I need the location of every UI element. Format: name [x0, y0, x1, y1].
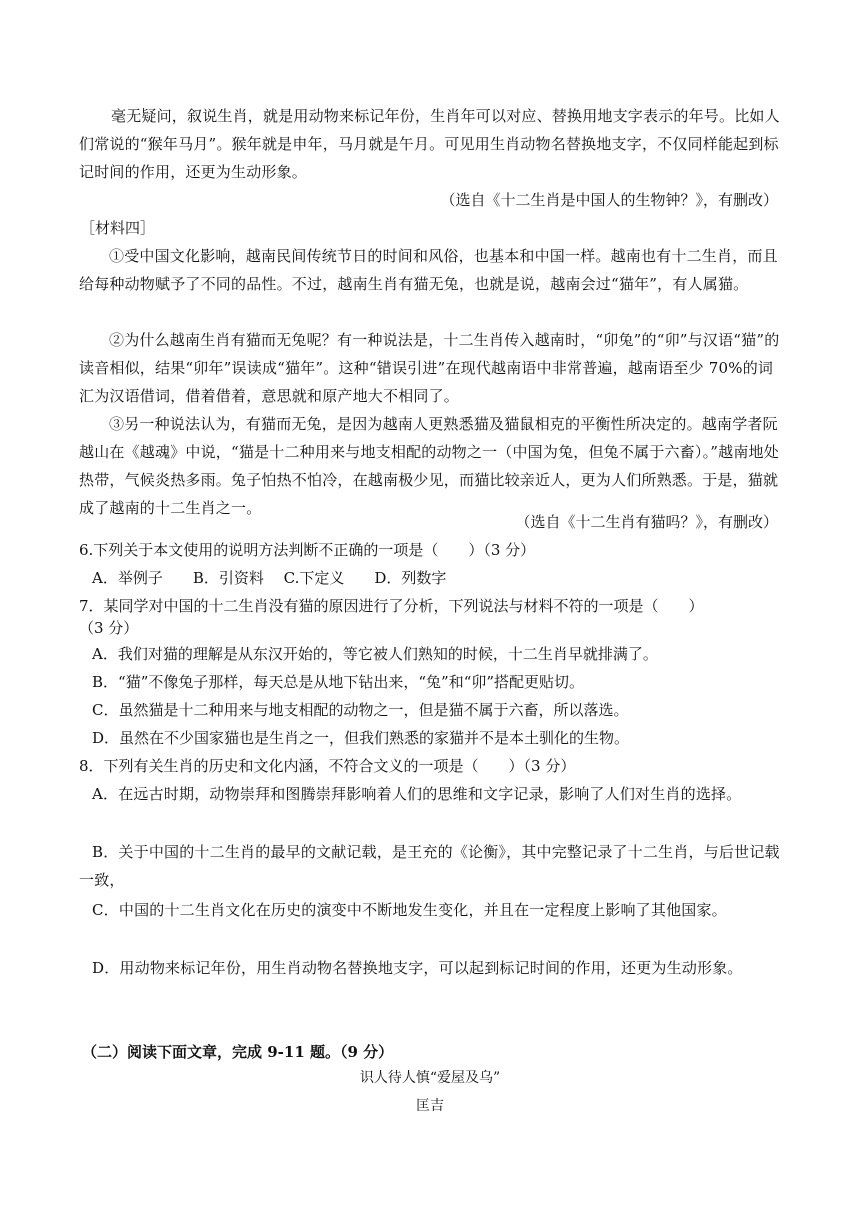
question-6-stem: 6.下列关于本文使用的说明方法判断不正确的一项是（ ）（3 分）	[79, 541, 536, 559]
material4-paragraph-1: ①受中国文化影响，越南民间传统节日的时间和风俗，也基本和中国一样。越南也有十二生肖，而且给每种动物赋予了不同的品性。不过，越南生肖有猫无兔，也就是说，越南会过“猫年”，有人属猫。	[79, 247, 778, 293]
question-7-option-d: D．虽然在不少国家猫也是生肖之一，但我们熟悉的家猫并不是本土驯化的生物。	[92, 729, 630, 747]
question-7-option-c: C．虽然猫是十二种用来与地支相配的动物之一，但是猫不属于六畜，所以落选。	[92, 701, 629, 719]
article-author: 匡吉	[416, 1098, 444, 1114]
question-7-stem: 7．某同学对中国的十二生肖没有猫的原因进行了分析，下列说法与材料不符的一项是（ ）	[79, 597, 704, 615]
question-8-option-a: A．在远古时期，动物崇拜和图腾崇拜影响着人们的思维和文字记录，影响了人们对生肖的选择。	[92, 785, 742, 803]
question-6-options: A．举例子 B．引资料 C.下定义 D．列数字	[92, 569, 447, 587]
question-8-option-d: D．用动物来标记年份，用生肖动物名替换地支字，可以起到标记时间的作用，还更为生动形象。	[92, 959, 743, 977]
question-8-option-b: B．关于中国的十二生肖的最早的文献记载，是王充的《论衡》，其中完整记录了十二生肖，与后世记载一致，	[79, 843, 780, 889]
material4-heading: ［材料四］	[80, 219, 156, 237]
material4-source: （选自《十二生肖有猫吗？》，有删改）	[515, 513, 778, 531]
material4-paragraph-2: ②为什么越南生肖有猫而无兔呢？有一种说法是，十二生肖传入越南时，“卯兔”的“卯”与汉语“猫”的读音相似，结果“卯年”误读成“猫年”。这种“错误引进”在现代越南语中非常普遍，越南语至少 70%的词汇为汉语借词，借着借着，意思就和原产地大不相同了。	[79, 331, 780, 405]
section-2-heading: （二）阅读下面文章，完成 9-11 题。（9 分）	[82, 1043, 394, 1061]
question-7-score: （3 分）	[79, 619, 139, 637]
article-title: 识人待人慎“爱屋及乌”	[359, 1070, 501, 1086]
material3-paragraph: 毫无疑问，叙说生肖，就是用动物来标记年份，生肖年可以对应、替换用地支字表示的年号。比如人们常说的“猴年马月”。猴年就是申年，马月就是午月。可见用生肖动物名替换地支字，不仅同样能起到标记时间的作用，还更为生动形象。	[79, 107, 780, 181]
question-7-option-b: B．“猫”不像兔子那样，每天总是从地下钻出来，“兔”和“卯”搭配更贴切。	[92, 673, 585, 691]
material4-paragraph-3: ③另一种说法认为，有猫而无兔，是因为越南人更熟悉猫及猫鼠相克的平衡性所决定的。越南学者阮越山在《越魂》中说，“猫是十二种用来与地支相配的动物之一（中国为兔，但兔不属于六畜）。”越南地处热带，气候炎热多雨。兔子怕热不怕冷，在越南极少见，而猫比较亲近人，更为人们所熟悉。于是，猫就成了越南的十二生肖之一。	[79, 415, 779, 517]
question-7-option-a: A．我们对猫的理解是从东汉开始的，等它被人们熟知的时候，十二生肖早就排满了。	[92, 645, 658, 663]
material3-source: （选自《十二生肖是中国人的生物钟？》，有删改）	[440, 191, 778, 209]
question-8-option-c: C．中国的十二生肖文化在历史的演变中不断地发生变化，并且在一定程度上影响了其他国家。	[92, 901, 727, 919]
question-8-stem: 8．下列有关生肖的历史和文化内涵，不符合文义的一项是（ ）（3 分）	[79, 757, 576, 775]
